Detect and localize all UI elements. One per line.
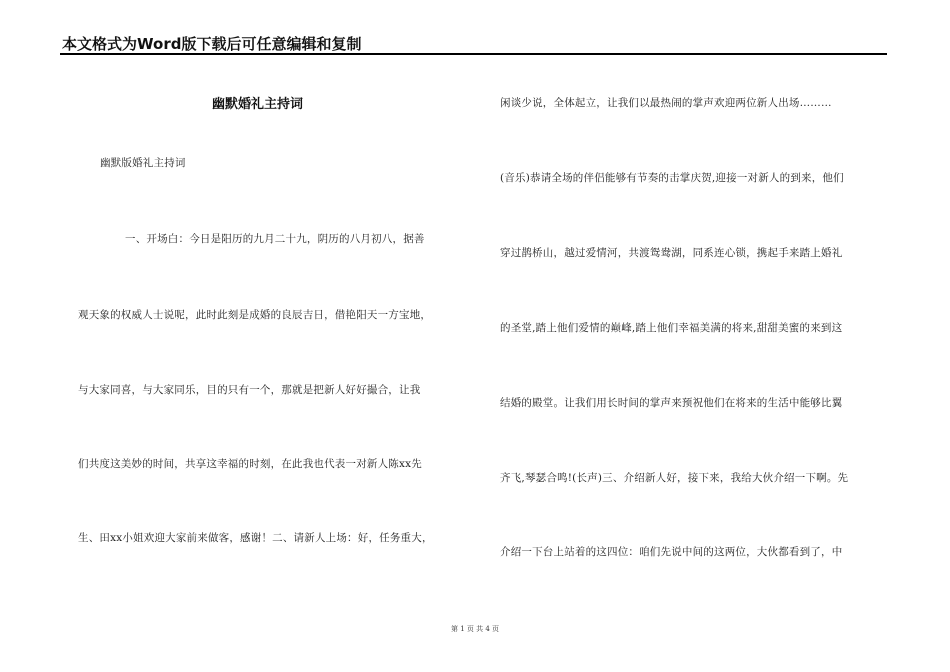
left-line: 观天象的权威人士说呢，此时此刻是成婚的良辰吉日，借艳阳天一方宝地， [78, 309, 432, 321]
document-title: 幽默婚礼主持词 [212, 97, 304, 112]
right-line: 齐飞,琴瑟合鸣!(长声)三、介绍新人好，接下来，我给大伙介绍一下啊。先 [500, 472, 849, 484]
page-number: 第 1 页 共 4 页 [450, 625, 500, 633]
left-line: 们共度这美妙的时间，共享这幸福的时刻，在此我也代表一对新人陈xx先 [78, 458, 422, 470]
left-line: 生、田xx小姐欢迎大家前来做客，感谢！二、请新人上场：好，任务重大， [78, 532, 433, 544]
header-rule [60, 53, 887, 55]
left-line: 与大家同喜，与大家同乐，目的只有一个，那就是把新人好好撮合，让我 [78, 384, 421, 396]
right-line: 结婚的殿堂。让我们用长时间的掌声来预祝他们在将来的生活中能够比翼 [500, 397, 843, 409]
right-line: 穿过鹊桥山，越过爱情河，共渡鸳鸯湖，同系连心锁，携起手来踏上婚礼 [500, 247, 843, 259]
right-line: 介绍一下台上站着的这四位：咱们先说中间的这两位，大伙都看到了，中 [500, 546, 843, 558]
document-banner: 本文格式为Word版下载后可任意编辑和复制 [62, 35, 362, 53]
right-line: 闲谈少说，全体起立，让我们以最热闹的掌声欢迎两位新人出场……… [500, 97, 832, 109]
left-line: 一、开场白：今日是阳历的九月二十九，阴历的八月初八，据善 [125, 233, 425, 245]
right-line: 的圣堂,踏上他们爱情的巅峰,踏上他们幸福美满的将来,甜甜美蜜的来到这 [500, 322, 843, 334]
left-line: 幽默版婚礼主持词 [100, 157, 186, 169]
right-line: (音乐)恭请全场的伴侣能够有节奏的击掌庆贺,迎接一对新人的到来，他们 [500, 172, 844, 184]
